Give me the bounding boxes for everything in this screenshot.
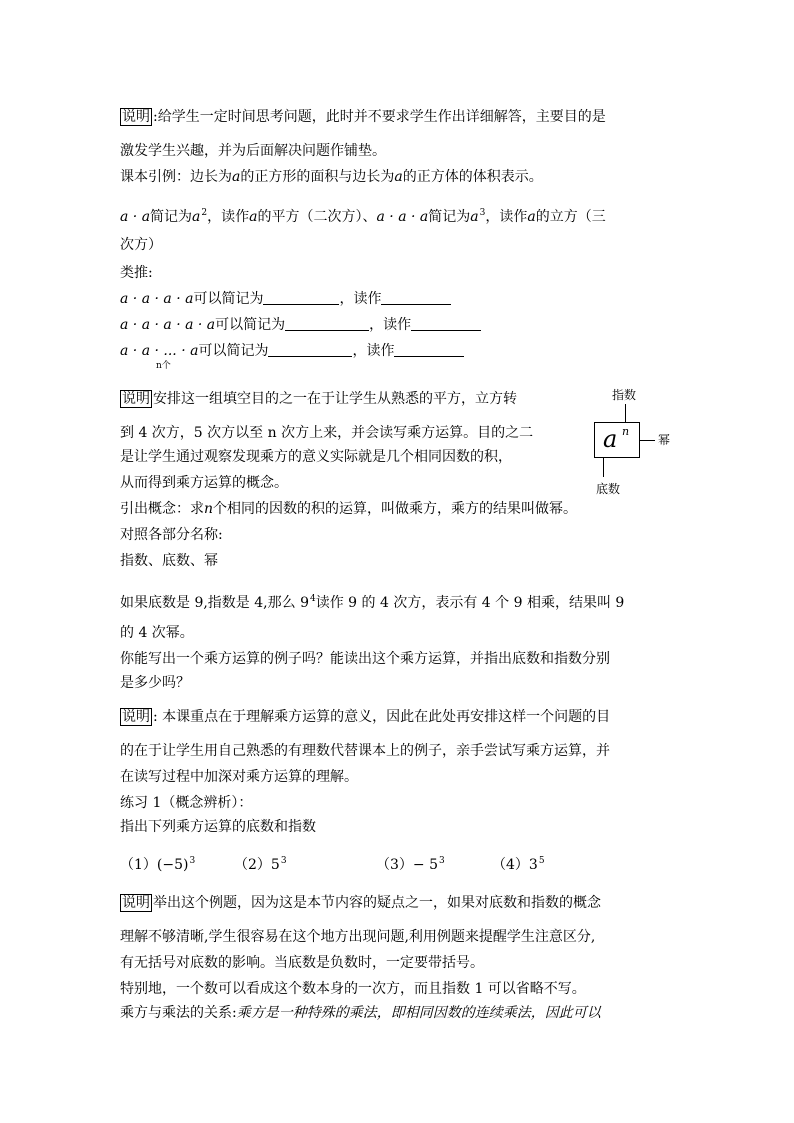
- concept-line: [120, 500, 577, 518]
- text: 可以简记为: [215, 317, 286, 333]
- note-1-line-2: 激发学生兴趣，并为后面解决问题作铺垫。: [120, 143, 386, 159]
- var-a: a: [394, 169, 403, 185]
- text: ，读作: [352, 343, 395, 359]
- item-base: − 5: [412, 857, 439, 873]
- square-cube-line: [120, 204, 606, 226]
- item-label: （4）: [492, 857, 529, 873]
- text: 读作 9 的 4 次方，表示有 4 个 9 相乘，结果叫 9: [315, 595, 625, 611]
- text: ，读作: [207, 209, 250, 225]
- note-label: 说明: [122, 391, 150, 407]
- text: 简记为: [428, 209, 471, 225]
- analogy-row-3: [120, 342, 464, 360]
- exercise-item: [120, 852, 195, 874]
- exponent-label: 指数: [612, 388, 637, 402]
- fill-blank[interactable]: [411, 316, 481, 331]
- item-label: （2）: [234, 857, 271, 873]
- note-2-line-3: 是让学生通过观察发现乘方的意义实际就是几个相同因数的积，: [120, 449, 512, 465]
- analogy-title: 类推:: [120, 265, 153, 281]
- product-expression: a · a · ... · a: [120, 343, 199, 359]
- text: 乘方与乘法的关系:: [120, 1005, 237, 1021]
- text: 的平方（二次方）、: [257, 209, 377, 225]
- example-line-2: 的 4 次幂。: [120, 625, 194, 641]
- note-4-line-2: 理解不够清晰,学生很容易在这个地方出现问题,利用例题来提醒学生注意区分,: [120, 929, 596, 945]
- product-expression: a · a · a · a · a: [120, 317, 216, 333]
- item-exponent: 3: [280, 856, 287, 866]
- base-pointer-line: [603, 457, 604, 477]
- note-4-line-1: 举出这个例题，因为这是本节内容的疑点之一，如果对底数和指数的概念: [153, 895, 601, 911]
- fill-blank[interactable]: [285, 316, 369, 331]
- item-label: （3）: [376, 857, 413, 873]
- note-3-line-1: : 本课重点在于理解乘方运算的意义，因此在此处再安排这样一个问题的目: [153, 709, 611, 725]
- product-expression: a · a · a · a: [120, 291, 194, 307]
- fill-blank[interactable]: [381, 290, 451, 305]
- text: ，读作: [369, 317, 412, 333]
- power-label: 幂: [658, 433, 671, 447]
- power-base: a: [192, 209, 201, 225]
- exercise-item: [492, 852, 545, 874]
- note-2-line-2: 到 4 次方，5 次方以至 n 次方上来，并会读写乘方运算。目的之二: [120, 425, 534, 441]
- intro-text-2: 的正方形的面积与边长为: [240, 169, 395, 185]
- text: 简记为: [150, 209, 193, 225]
- power-box: [594, 422, 640, 458]
- note-3-line-3: 在读写过程中加深对乘方运算的理解。: [120, 769, 358, 785]
- exercise-title: 练习 1（概念辨析）：: [120, 795, 253, 811]
- text: 如果底数是 9,指数是 4,那么 9: [120, 595, 309, 611]
- relation-emphasis: 乘方是一种特殊的乘法，即相同因数的连续乘法，因此可以: [236, 1005, 601, 1021]
- exercise-item: [234, 852, 287, 874]
- parts-title: 对照各部分名称:: [120, 527, 223, 543]
- text: ，读作: [339, 291, 382, 307]
- fill-blank[interactable]: [263, 290, 339, 305]
- text: 个相同的因数的积的运算，叫做乘方，乘方的结果叫做幂。: [213, 501, 578, 517]
- note-paragraph-2: [120, 390, 517, 408]
- power-pointer-line: [639, 440, 655, 441]
- base-label: 底数: [596, 482, 621, 496]
- example-line-1: [120, 590, 624, 612]
- power-diagram: [592, 388, 672, 498]
- exponent-pointer-line: [625, 404, 626, 422]
- note-label: 说明: [122, 709, 150, 725]
- note-label: 说明: [122, 109, 150, 125]
- note-2-line-4: 从而得到乘方运算的概念。: [120, 475, 288, 491]
- intro-text-1: 课本引例：边长为: [120, 169, 232, 185]
- note-paragraph-3: [120, 708, 610, 726]
- item-exponent: 3: [439, 856, 445, 866]
- text: 引出概念：求: [120, 501, 204, 517]
- var-a: a: [527, 209, 536, 225]
- special-note: 特别地，一个数可以看成这个数本身的一次方，而且指数 1 可以省略不写。: [120, 981, 586, 997]
- question-line-2: 是多少吗？: [120, 675, 190, 691]
- n-count-label: n个: [156, 361, 171, 371]
- text: 可以简记为: [198, 343, 269, 359]
- item-base: (−5): [156, 857, 189, 873]
- item-base: 5: [270, 857, 280, 873]
- fill-blank[interactable]: [394, 342, 464, 357]
- diagram-base: a: [603, 425, 618, 453]
- analogy-row-1: [120, 290, 451, 308]
- note-label: 说明: [122, 895, 150, 911]
- note-paragraph-4: [120, 894, 601, 912]
- text: 可以简记为: [193, 291, 264, 307]
- text: ，读作: [485, 209, 528, 225]
- intro-line: [120, 168, 543, 186]
- item-label: （1）: [120, 857, 157, 873]
- parts-list: 指数、底数、幂: [120, 553, 218, 569]
- item-exponent: 3: [189, 856, 196, 866]
- note-paragraph-1: [120, 108, 606, 126]
- power-base: a: [470, 209, 479, 225]
- exercise-prompt: 指出下列乘方运算的底数和指数: [120, 819, 316, 835]
- relation-line: [120, 1004, 601, 1022]
- var-n: n: [204, 501, 214, 517]
- fill-blank[interactable]: [268, 342, 352, 357]
- var-a: a: [232, 169, 241, 185]
- square-cube-line-2: 次方）: [120, 237, 162, 253]
- note-2-line-1: 安排这一组填空目的之一在于让学生从熟悉的平方，立方转: [153, 391, 517, 407]
- note-4-line-3: 有无括号对底数的影响。当底数是负数时，一定要带括号。: [120, 955, 484, 971]
- diagram-exponent: n: [622, 425, 630, 438]
- power-exponent: 2: [201, 208, 208, 218]
- product-a-a-a: a · a · a: [376, 209, 429, 225]
- analogy-row-2: [120, 316, 481, 334]
- note-1-line-1: :给学生一定时间思考问题，此时并不要求学生作出详细解答，主要目的是: [153, 109, 606, 125]
- example-exponent: 4: [309, 594, 316, 604]
- item-exponent: 5: [538, 856, 545, 866]
- power-exponent: 3: [479, 208, 486, 218]
- question-line-1: 你能写出一个乘方运算的例子吗？能读出这个乘方运算，并指出底数和指数分别: [120, 651, 610, 667]
- exercise-item: [376, 852, 445, 874]
- intro-text-3: 的正方体的体积表示。: [402, 169, 543, 185]
- note-3-line-2: 的在于让学生用自己熟悉的有理数代替课本上的例子，亲手尝试写乘方运算，并: [120, 743, 610, 759]
- var-a: a: [249, 209, 258, 225]
- item-base: 3: [528, 857, 538, 873]
- product-a-a: a · a: [120, 209, 151, 225]
- text: 的立方（三: [535, 209, 606, 225]
